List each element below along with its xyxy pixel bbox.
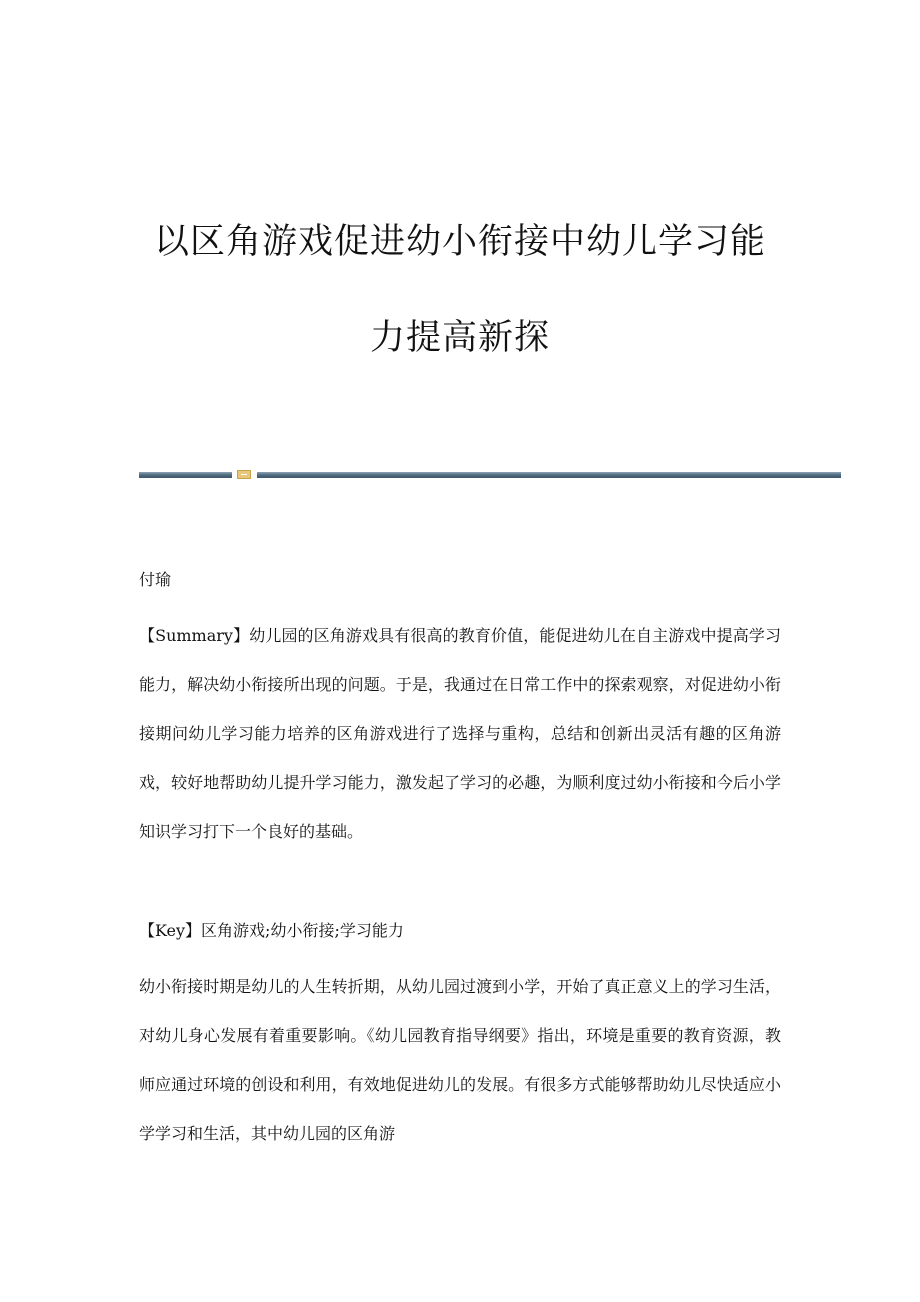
- divider-ornament-icon: [237, 470, 251, 479]
- keywords-paragraph: [139, 906, 781, 955]
- divider-bar-right: [257, 472, 841, 478]
- summary-label: 【Summary】: [139, 626, 250, 645]
- keywords-label: 【Key】: [139, 921, 202, 940]
- summary-text: 幼儿园的区角游戏具有很高的教育价值，能促进幼儿在自主游戏中提高学习能力，解决幼小衔接所出现的问题。于是，我通过在日常工作中的探索观察，对促进幼小衔接期问幼儿学习能力培养的区角游戏进行了选择与重构，总结和创新出灵活有趣的区角游戏，较好地帮助幼儿提升学习能力，激发起了学习的必趣，为顺利度过幼小衔接和今后小学知识学习打下一个良好的基础。: [139, 626, 781, 841]
- keywords-text: 区角游戏;幼小衔接;学习能力: [201, 921, 404, 940]
- document-title-line-1: 以区角游戏促进幼小衔接中幼儿学习能: [153, 222, 766, 262]
- summary-paragraph: [139, 611, 781, 856]
- title-divider: [139, 470, 841, 479]
- divider-bar-left: [139, 472, 232, 478]
- author-name: 付瑜: [139, 570, 172, 589]
- body-paragraph-1: 幼小衔接时期是幼儿的人生转折期，从幼儿园过渡到小学，开始了真正意义上的学习生活，对幼儿身心发展有着重要影响。《幼儿园教育指导纲要》指出，环境是重要的教育资源，教师应通过环境的创设和利用，有效地促进幼儿的发展。有很多方式能够帮助幼儿尽快适应小学学习和生活，其中幼儿园的区角游: [139, 977, 781, 1143]
- document-title-line-2: 力提高新探: [369, 318, 550, 358]
